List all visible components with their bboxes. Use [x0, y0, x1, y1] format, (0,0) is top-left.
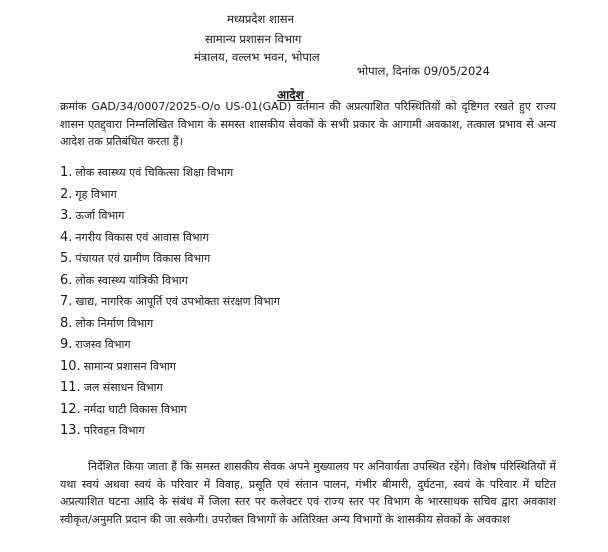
govt-name: मध्यप्रदेश शासन — [227, 12, 294, 26]
list-item-number: 5. — [60, 251, 73, 266]
department-name: परिवहन विभाग — [83, 424, 145, 437]
department-name: सामान्य प्रशासन विभाग — [83, 359, 176, 373]
list-item-number: 10. — [60, 358, 81, 374]
order-date: भोपाल, दिनांक 09/05/2024 — [357, 64, 490, 78]
order-title: आदेश — [277, 88, 304, 102]
order-intro-paragraph: क्रमांक GAD/34/0007/2025-O/o US-01(GAD) वर्तमान की अप्रत्याशित परिस्थितियों को दृष्टिगत रखते हुए राज्य शासन एतद्द्वारा निम्नलिखित विभाग के समस्त शासकीय सेवकों के सभी प्रकार के आगामी अवकाश, तत्काल प्रभाव से अन्य आदेश तक प्रतिबंधित करता हैं। — [60, 100, 556, 148]
department-name: लोक स्वास्थ्य यांत्रिकी विभाग — [75, 273, 188, 287]
list-item-number: 11. — [60, 380, 81, 395]
department-list-item — [60, 289, 280, 311]
department-list-item — [60, 332, 280, 354]
department-name: लोक स्वास्थ्य एवं चिकित्सा शिक्षा विभाग — [75, 166, 234, 179]
list-item-number: 1. — [60, 165, 73, 180]
department-name: सामान्य प्रशासन विभाग — [205, 32, 302, 46]
department-name: लोक निर्माण विभाग — [75, 316, 154, 330]
department-list-item — [60, 268, 280, 290]
department-list-item — [60, 225, 280, 247]
department-list-item — [60, 160, 280, 182]
department-list-item — [60, 418, 280, 440]
department-list-item — [60, 397, 280, 419]
list-item-number: 4. — [60, 229, 73, 245]
office-address: मंत्रालय, वल्लभ भवन, भोपाल — [194, 50, 320, 64]
department-list-item — [60, 375, 280, 397]
department-name: जल संसाधन विभाग — [83, 381, 163, 394]
list-item-number: 2. — [60, 186, 73, 202]
department-name: नगरीय विकास एवं आवास विभाग — [75, 230, 209, 244]
department-name: नर्मदा घाटी विकास विभाग — [83, 402, 187, 416]
department-list-item — [60, 354, 280, 376]
department-list-item — [60, 246, 280, 268]
department-name: ऊर्जा विभाग — [75, 209, 125, 222]
list-item-number: 13. — [60, 423, 81, 438]
list-item-number: 12. — [60, 401, 81, 417]
list-item-number: 6. — [60, 272, 73, 288]
department-list — [60, 160, 280, 440]
department-name: खाद्य, नागरिक आपूर्ति एवं उपभोक्ता संरक्षण विभाग — [75, 295, 280, 308]
department-list-item — [60, 203, 280, 225]
department-name: पंचायत एवं ग्रामीण विकास विभाग — [75, 252, 211, 265]
department-name: राजस्व विभाग — [75, 338, 131, 351]
department-list-item — [60, 311, 280, 333]
department-list-item — [60, 182, 280, 204]
list-item-number: 3. — [60, 208, 73, 223]
order-closing-paragraph: निर्देशित किया जाता हैं कि समस्त शासकीय सेवक अपने मुख्यालय पर अनिवार्यता उपस्थित रहेंगे। विशेष परिस्थितियों में यथा स्वयं अथवा स्वयं के परिवार में विवाह, प्रसूति एवं संतान पालन, गंभीर बीमारी, दुर्घटना, स्वयं के परिवार में घटित अप्रत्याशित घटना आदि के संबंध में जिला स्तर पर कलेक्टर एवं राज्य स्तर पर विभाग के भारसाधक सचिव द्वारा अवकाश स्वीकृत/अनुमति प्रदान की जा सकेगी। उपरोक्त विभागों के अतिरिक्त अन्य विभागों के शासकीय सेवकों के अवकाश — [60, 460, 556, 526]
list-item-number: 9. — [60, 337, 73, 352]
list-item-number: 8. — [60, 315, 73, 331]
department-name: गृह विभाग — [75, 187, 117, 201]
list-item-number: 7. — [60, 294, 73, 309]
